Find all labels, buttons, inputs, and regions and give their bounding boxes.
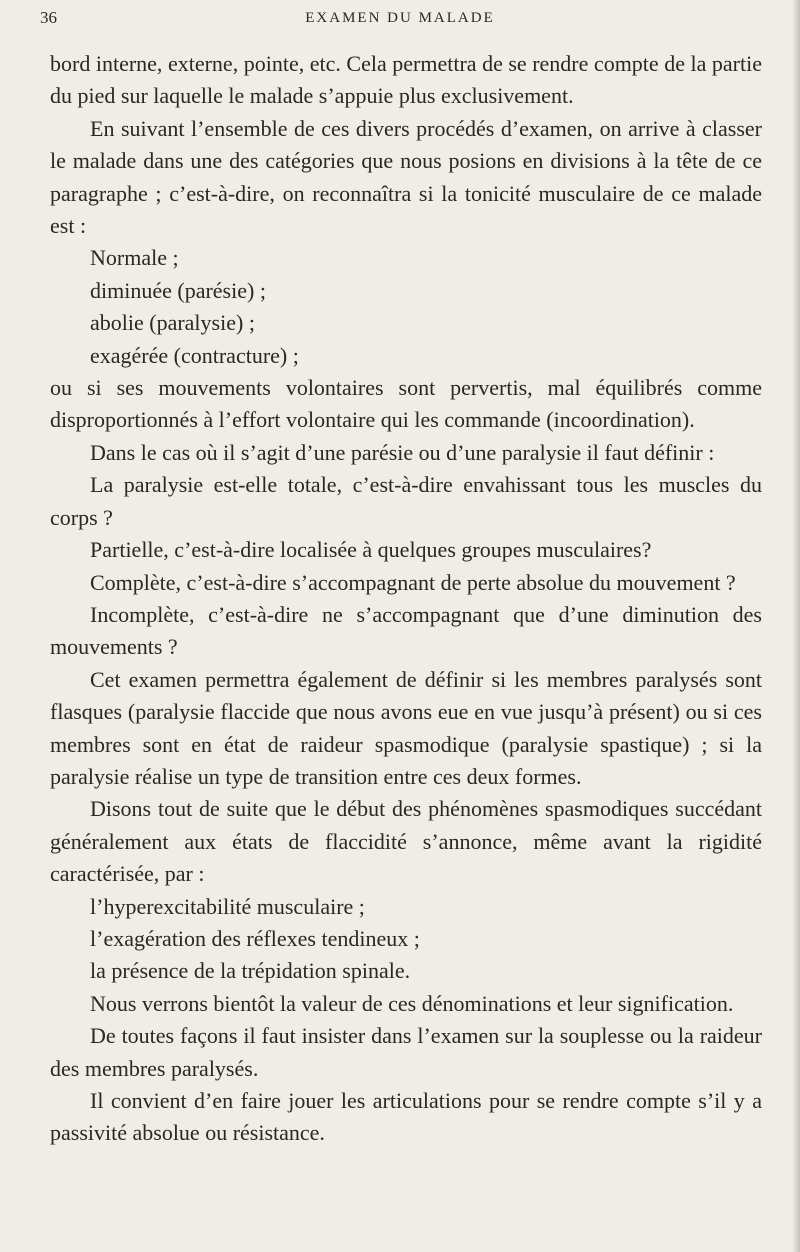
paragraph: Cet examen permettra également de définir si les membres paralysés sont flasques (paralysie flaccide que nous avons eue en vue jusqu’à présent) ou si ces membres sont en état de raideur spasmodique (paralysie spastique) ; si la paralysie réalise un type de transition entre ces deux formes. xyxy=(50,666,762,789)
list-item: diminuée (parésie) ; xyxy=(90,277,266,303)
paragraph: En suivant l’ensemble de ces divers procédés d’examen, on arrive à classer le malade dans une des catégories que nous posions en divisions à la tête de ce paragraphe ; c’est-à-dire, on reconnaîtra si la tonicité musculaire de ce malade est : xyxy=(50,115,762,239)
paragraph: Incomplète, c’est-à-dire ne s’accompagnant que d’une diminution des mouvements ? xyxy=(50,601,762,660)
paragraph: bord interne, externe, pointe, etc. Cela permettra de se rendre compte de la partie du pied sur laquelle le malade s’appuie plus exclusivement. xyxy=(50,51,762,109)
paragraph: Il convient d’en faire jouer les articulations pour se rendre compte s’il y a passivité absolue ou résistance. xyxy=(50,1088,762,1146)
list-item: l’hyperexcitabilité musculaire ; xyxy=(90,893,365,919)
body-text xyxy=(50,48,762,1150)
list-item: la présence de la trépidation spinale. xyxy=(90,958,411,984)
paragraph: La paralysie est-elle totale, c’est-à-dire envahissant tous les muscles du corps ? xyxy=(50,472,762,530)
paragraph: Complète, c’est-à-dire s’accompagnant de perte absolue du mouvement ? xyxy=(90,569,736,595)
running-head: EXAMEN DU MALADE xyxy=(305,10,495,26)
paragraph: Dans le cas où il s’agit d’une parésie ou d’une paralysie il faut définir : xyxy=(90,439,715,465)
list-item: Normale ; xyxy=(90,245,179,271)
list-item: l’exagération des réflexes tendineux ; xyxy=(90,925,420,951)
paragraph: ou si ses mouvements volontaires sont pervertis, mal équilibrés comme disproportionnés à l’effort volontaire qui les commande (incoordination). xyxy=(50,375,762,433)
paragraph: Nous verrons bientôt la valeur de ces dénominations et leur signification. xyxy=(90,990,734,1016)
list-item: abolie (paralysie) ; xyxy=(90,310,255,336)
paragraph: Partielle, c’est-à-dire localisée à quelques groupes musculaires? xyxy=(90,537,652,563)
paragraph: Disons tout de suite que le début des phénomènes spasmodiques succédant généralement aux états de flaccidité s’annonce, même avant la rigidité caractérisée, par : xyxy=(50,796,762,887)
paragraph: De toutes façons il faut insister dans l’examen sur la souplesse ou la raideur des membres paralysés. xyxy=(50,1023,762,1081)
list-item: exagérée (contracture) ; xyxy=(90,342,299,368)
page-number: 36 xyxy=(40,8,57,27)
page-edge-shadow xyxy=(792,0,800,1252)
